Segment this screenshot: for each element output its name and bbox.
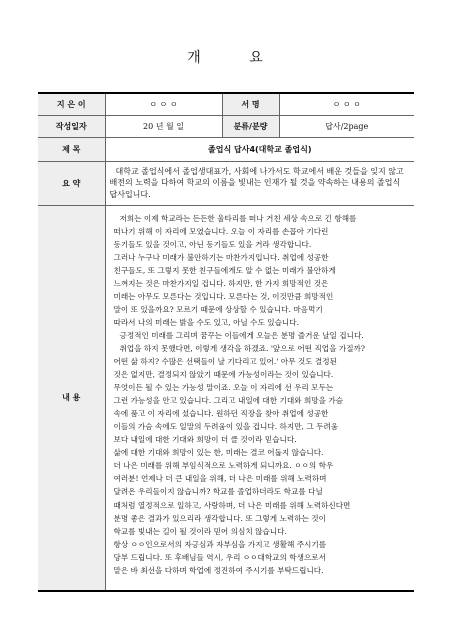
content-line: 속에 품고 이 자리에 섰습니다. 원하던 직장을 찾아 취업에 성공한 xyxy=(113,409,329,419)
category-label: 분류/분량 xyxy=(222,115,279,137)
subject-label: 제 목 xyxy=(38,137,105,161)
page-title: 개 요 xyxy=(187,50,285,66)
author-row xyxy=(38,93,414,115)
content-line: 학교를 빛내는 길이 될 것이라 믿어 의심치 않습니다. xyxy=(113,526,287,536)
summary-form xyxy=(38,92,414,592)
content-line: 따라서 나의 미래는 밝을 수도 있고, 아닐 수도 있습니다. xyxy=(113,317,300,327)
name-label: 서 명 xyxy=(222,93,279,115)
content-line: 긍정적인 미래를 그리며 꿈꾸는 이들에게 오늘은 분명 즐거운 날일 겁니다. xyxy=(119,330,364,340)
content-line: 미래는 아무도 모른다는 것입니다. 모른다는 것, 이것만큼 희망적인 xyxy=(113,291,334,301)
content-line: 보다 내일에 대한 기대와 희망이 더 클 것이라 믿습니다. xyxy=(113,435,297,445)
date-value: 20 년 월 일 xyxy=(105,115,222,137)
content-line: 느껴지는 것은 마찬가지일 겁니다. 하지만, 한 가지 희망적인 것은 xyxy=(113,278,329,288)
category-value: 답사/2page xyxy=(279,115,414,137)
content-line: 때처럼 열정적으로 일하고, 사랑하며, 더 나은 미래를 위해 노력하신다면 xyxy=(113,500,351,510)
content-line: 당부 드립니다. 또 후배님들 역시, 우리 ㅇㅇ대학교의 학생으로서 xyxy=(113,552,326,562)
subject-value: 졸업식 답사4(대학교 졸업식) xyxy=(105,137,414,161)
content-label: 내 용 xyxy=(38,205,105,591)
content-line: 취업을 하지 못했다면, 이렇게 생각을 하겠죠. '앞으로 어떤 직업을 가질까? xyxy=(119,343,365,353)
content-line: 동기들도 있을 것이고, 아닌 동기들도 있을 거라 생각합니다. xyxy=(113,239,312,249)
name-value: ㅇ ㅇ ㅇ xyxy=(279,93,414,115)
content-line: 그런 가능성을 안고 있습니다. 그리고 내일에 대한 기대와 희망을 가슴 xyxy=(113,396,344,406)
date-row xyxy=(38,115,414,137)
content-line: 그러나 누구나 미래가 불안하기는 마찬가지입니다. 취업에 성공한 xyxy=(113,252,329,262)
date-label: 작성일자 xyxy=(38,115,105,137)
content-line: 삶에 대한 기대와 희망이 있는 한, 미래는 결코 어둡지 않습니다. xyxy=(113,448,324,458)
content-line: 저희는 이제 학교라는 든든한 울타리를 떠나 거친 세상 속으로 긴 항해를 xyxy=(119,213,357,223)
content-line: 더 나은 미래를 위해 부임식적으로 노력하게 되니까요. ㅇㅇ의 학우 xyxy=(113,461,334,471)
summary-label: 요 약 xyxy=(38,161,105,205)
author-label: 지 은 이 xyxy=(38,93,105,115)
content-line: 것은 없지만, 결정되지 않았기 때문에 가능성이라는 것이 있습니다. xyxy=(113,370,334,380)
summary-value: 대학교 졸업식에서 졸업생대표가, 사회에 나가서도 학교에서 배운 것들을 잊지 않고 배전의 노력을 다하여 학교의 이름을 빛내는 인재가 될 것을 약속하는 내용의 졸업식 답사입니다. xyxy=(105,161,414,205)
content-line: 여러분! 언제나 더 큰 내일을 위해, 더 나은 미래를 위해 노력하며 xyxy=(113,474,327,484)
summary-row xyxy=(38,161,414,205)
content-line: 달려온 우리들이지 않습니까? 학교를 졸업하더라도 학교를 다닐 xyxy=(113,487,323,497)
subject-row xyxy=(38,137,414,161)
content-line: 친구들도, 또 그렇지 못한 친구들에게도 알 수 없는 미래가 불안하게 xyxy=(113,265,336,275)
content-body xyxy=(105,205,414,591)
content-line: 분명 좋은 결과가 있으리라 생각합니다. 또 그렇게 노력하는 것이 xyxy=(113,513,326,523)
content-line: 맡은 바 최선을 다하며 학업에 정진하여 주시기를 부탁드립니다. xyxy=(113,565,324,575)
author-value: ㅇ ㅇ ㅇ xyxy=(105,93,222,115)
content-line: 말이 또 있을까요? 모르기 때문에 상상할 수 있습니다. 마음먹기 xyxy=(113,304,323,314)
content-row xyxy=(38,205,414,591)
content-line: 떠나기 위해 이 자리에 모였습니다. 오늘 이 자리를 손꼽아 기다린 xyxy=(113,226,329,236)
content-line: 이들의 가슴 속에도 일말의 두려움이 있을 겁니다. 하지만, 그 두려움 xyxy=(113,422,339,432)
content-line: 무엇이든 될 수 있는 가능성 말이죠. 오늘 이 자리에 선 우리 모두는 xyxy=(113,383,334,393)
content-line: 어떤 삶 하지? 수많은 선택들이 날 기다리고 있어.' 아무 것도 결정된 xyxy=(113,357,337,367)
content-line: 항상 ㅇㅇ인으로서의 자긍심과 자부심을 가지고 생활해 주시기를 xyxy=(113,539,327,549)
